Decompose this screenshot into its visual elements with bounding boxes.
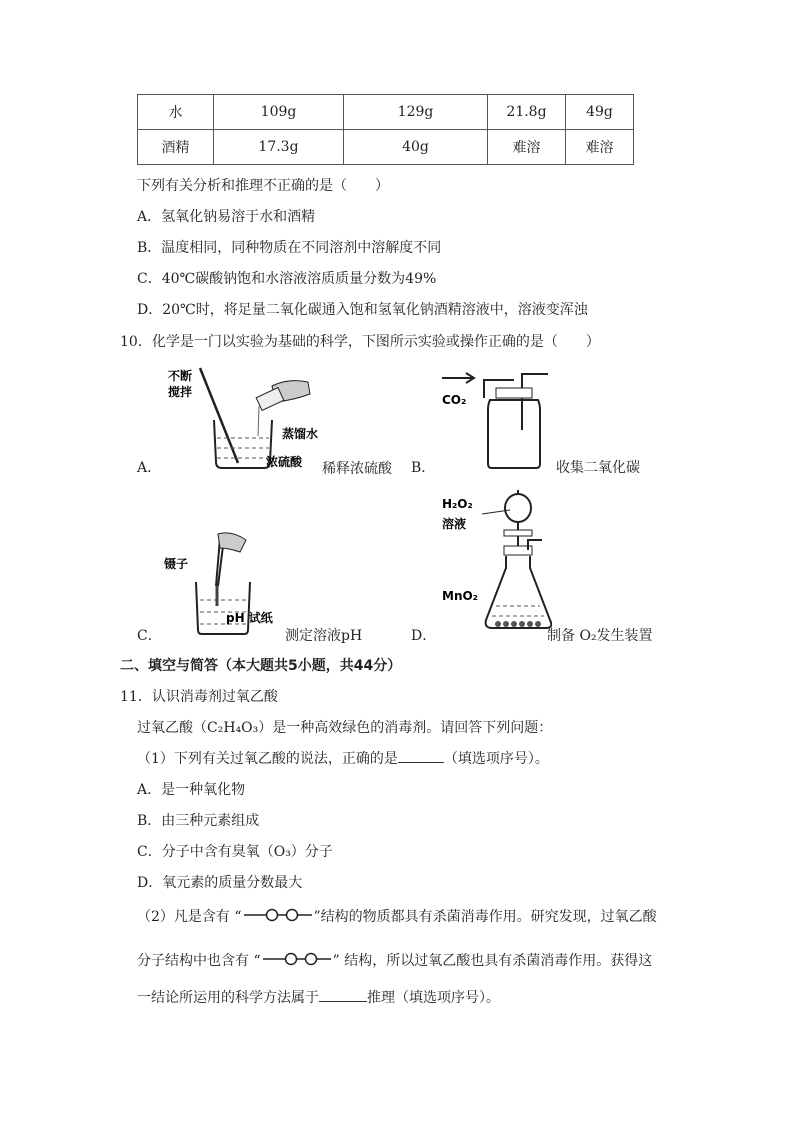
acid-label: 浓硫酸 xyxy=(266,455,303,469)
table-cell: 129g xyxy=(344,95,488,130)
ph-test-figure xyxy=(160,530,290,642)
glass-rod xyxy=(200,368,238,463)
bottle-icon xyxy=(256,388,284,411)
gas-bottle xyxy=(488,400,540,468)
mno2-label: MnO₂ xyxy=(442,589,478,603)
h2o2-label: H₂O₂ xyxy=(442,497,473,511)
answer-blank-2[interactable] xyxy=(319,987,367,1002)
option-a: A．氢氧化钠易溶于水和酒精 xyxy=(137,209,316,225)
option-a-caption: 稀释浓硫酸 xyxy=(322,461,392,477)
option-d-caption: 制备 O₂发生装置 xyxy=(547,628,653,644)
gas-collection-figure xyxy=(438,368,558,474)
stopper xyxy=(496,388,532,398)
option-c: C．分子中含有臭氧（O₃）分子 xyxy=(137,844,333,860)
option-c: C．40℃碳酸钠饱和水溶液溶质质量分数为49% xyxy=(137,271,437,287)
table-cell: 40g xyxy=(344,130,488,165)
part2-line-1 xyxy=(137,906,657,926)
dilution-figure xyxy=(160,358,320,474)
part2-text: ” 结构，所以过氧乙酸也具有杀菌消毒作用。获得这 xyxy=(332,953,653,969)
table-cell: 17.3g xyxy=(214,130,344,165)
part2-suffix: 推理（填选项序号）。 xyxy=(367,990,500,1006)
answer-blank-1[interactable] xyxy=(398,748,444,763)
table-cell: 难溶 xyxy=(488,130,566,165)
peroxide-bond-icon xyxy=(261,951,333,967)
part2-line-3 xyxy=(137,987,500,1007)
oxygen-generator-figure xyxy=(438,488,552,640)
table-row xyxy=(138,95,634,130)
table-row xyxy=(138,130,634,165)
part1-text: （1）下列有关过氧乙酸的说法，正确的是 xyxy=(137,751,398,767)
table-cell: 难溶 xyxy=(566,130,634,165)
peroxide-bond-icon xyxy=(242,907,314,923)
part2-text: 分子结构中也含有 “ xyxy=(137,953,261,969)
solution-label: 溶液 xyxy=(442,517,467,531)
part2-line-2 xyxy=(137,950,652,970)
stir-label-2: 搅拌 xyxy=(168,385,193,399)
question-intro: 过氧乙酸（C₂H₄O₃）是一种高效绿色的消毒剂。请回答下列问题： xyxy=(137,720,553,736)
part2-text: 一结论所运用的科学方法属于 xyxy=(137,990,319,1006)
section-heading: 二、填空与简答（本大题共5小题，共44分） xyxy=(120,658,402,674)
table-cell: 49g xyxy=(566,95,634,130)
option-d-letter: D． xyxy=(411,628,437,644)
part1-line xyxy=(137,748,549,768)
question-title: 11．认识消毒剂过氧乙酸 xyxy=(120,689,278,705)
option-b: B．由三种元素组成 xyxy=(137,813,260,829)
table-cell: 109g xyxy=(214,95,344,130)
beaker xyxy=(196,582,250,634)
table-cell: 水 xyxy=(138,95,214,130)
table-cell: 21.8g xyxy=(488,95,566,130)
separatory-funnel xyxy=(505,494,531,522)
option-a-letter: A． xyxy=(137,460,162,476)
co2-label: CO₂ xyxy=(442,393,467,407)
option-b-caption: 收集二氧化碳 xyxy=(556,460,640,476)
ph-paper-label: pH 试纸 xyxy=(226,611,273,625)
option-c-caption: 测定溶液pH xyxy=(285,628,363,644)
tweezers-label: 镊子 xyxy=(164,557,189,571)
option-d: D．氧元素的质量分数最大 xyxy=(137,875,303,891)
water-label: 蒸馏水 xyxy=(282,427,319,441)
option-c-letter: C． xyxy=(137,628,162,644)
table-cell: 酒精 xyxy=(138,130,214,165)
question-stem: 10．化学是一门以实验为基础的科学，下图所示实验或操作正确的是（ ） xyxy=(120,334,600,350)
part2-text: ”结构的物质都具有杀菌消毒作用。研究发现，过氧乙酸 xyxy=(313,909,657,925)
option-b: B．温度相同，同种物质在不同溶剂中溶解度不同 xyxy=(137,240,442,256)
stir-label-1: 不断 xyxy=(168,369,193,383)
option-d: D．20℃时，将足量二氧化碳通入饱和氢氧化钠酒精溶液中，溶液变浑浊 xyxy=(137,302,588,318)
option-a: A．是一种氧化物 xyxy=(137,782,246,798)
question-stem: 下列有关分析和推理不正确的是（ ） xyxy=(137,178,389,194)
solubility-table xyxy=(137,94,634,165)
option-b-letter: B． xyxy=(411,460,436,476)
conical-flask xyxy=(486,556,552,628)
part1-suffix: （填选项序号）。 xyxy=(443,751,549,767)
part2-text: （2）凡是含有 “ xyxy=(137,909,242,925)
